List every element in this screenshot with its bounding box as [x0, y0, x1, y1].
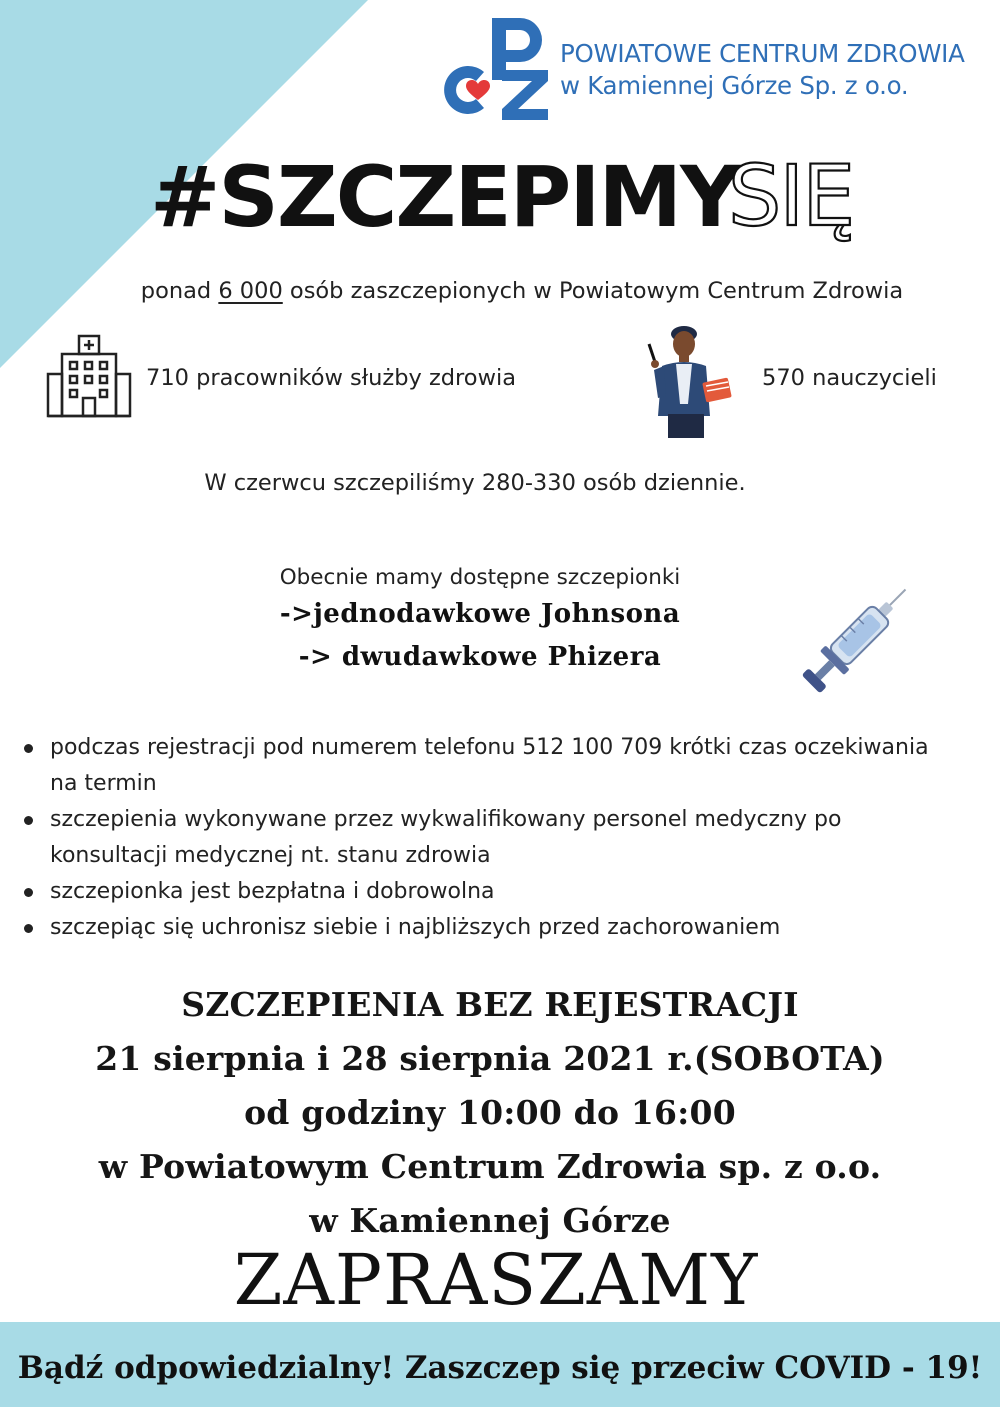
list-item: podczas rejestracji pod numerem telefonu 512 100 709 krótki czas oczekiwania na termin: [20, 730, 960, 802]
stat-total-suffix: osób zaszczepionych w Powiatowym Centrum Zdrowia: [289, 278, 904, 304]
list-item: szczepienia wykonywane przez wykwalifikowany personel medyczny po konsultacji medycznej nt. stanu zdrowia: [20, 802, 960, 874]
headline-outline-word: [728, 132, 878, 262]
vaccines-section: [130, 563, 830, 679]
logo-text: [560, 38, 965, 102]
headline: [150, 132, 854, 262]
teacher-icon: [642, 324, 742, 440]
event-place-line-1: w Powiatowym Centrum Zdrowia sp. z o.o.: [98, 1147, 882, 1186]
event-announcement: [0, 978, 980, 1248]
event-dates: 21 sierpnia i 28 sierpnia 2021 r.(SOBOTA): [95, 1039, 885, 1078]
vaccines-intro: Obecnie mamy dostępne szczepionki: [279, 565, 681, 590]
footer-slogan: Bądź odpowiedzialny! Zaszczep się przeciw COVID - 19!: [17, 1350, 983, 1386]
vaccine-item-pfizer: -> dwudawkowe Phizera: [298, 642, 662, 672]
logo-line-1: POWIATOWE CENTRUM ZDROWIA: [560, 39, 965, 68]
stat-teachers: 570 nauczycieli: [762, 365, 937, 391]
logo-line-2: w Kamiennej Górze Sp. z o.o.: [560, 71, 909, 100]
stat-total-prefix: ponad: [140, 278, 212, 304]
syringe-icon: [786, 574, 926, 704]
headline-outline-text: SIĘ: [728, 147, 854, 245]
event-title: SZCZEPIENIA BEZ REJESTRACJI: [181, 985, 799, 1024]
stat-daily: W czerwcu szczepiliśmy 280-330 osób dziennie.: [204, 470, 746, 496]
invite-heading: ZAPRASZAMY: [233, 1239, 759, 1321]
stat-health-workers: 710 pracowników służby zdrowia: [146, 365, 517, 391]
list-item: szczepiąc się uchronisz siebie i najbliższych przed zachorowaniem: [20, 910, 960, 946]
headline-main: #SZCZEPIMY: [150, 148, 739, 246]
vaccine-item-johnson: ->jednodawkowe Johnsona: [279, 599, 681, 629]
stat-total-vaccinated: [0, 278, 1000, 304]
pcz-monogram-heart-icon: [440, 14, 552, 122]
logo: [440, 14, 985, 124]
event-hours: od godziny 10:00 do 16:00: [244, 1093, 736, 1132]
info-bullet-list: [20, 730, 960, 946]
stat-total-number: 6 000: [218, 278, 283, 304]
hospital-icon: [46, 332, 132, 420]
list-item: szczepionka jest bezpłatna i dobrowolna: [20, 874, 960, 910]
event-place-line-2: w Kamiennej Górze: [309, 1201, 671, 1240]
